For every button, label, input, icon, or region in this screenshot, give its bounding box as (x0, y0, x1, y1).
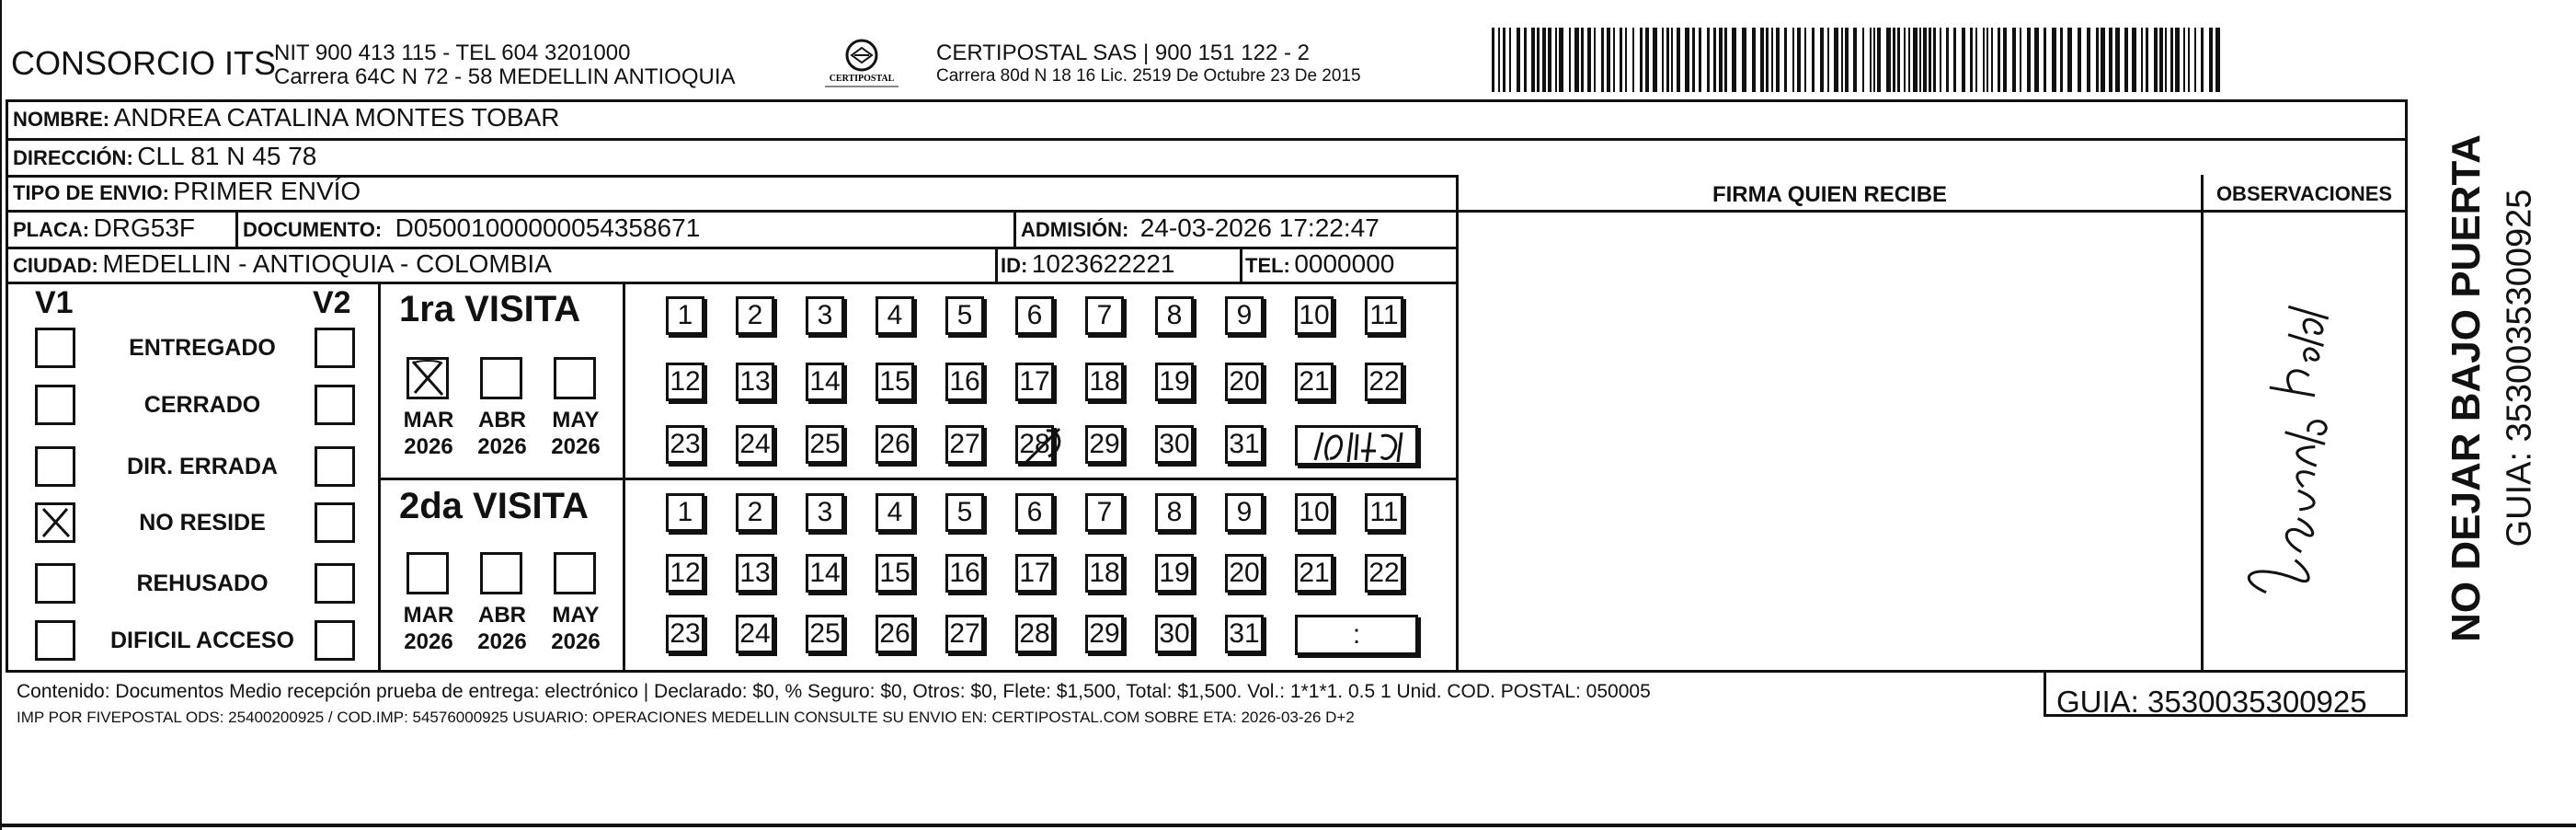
shipment-type: PRIMER ENVÍO (173, 177, 361, 205)
barcode-bar (1933, 28, 1936, 92)
second-visit-day-12[interactable]: 12 (666, 554, 704, 593)
second-visit-day-5[interactable]: 5 (945, 493, 984, 532)
barcode-bar (1653, 28, 1657, 92)
barcode-bar (1732, 28, 1736, 92)
first-visit-day-4[interactable]: 4 (876, 296, 914, 335)
second-visit-day-3[interactable]: 3 (806, 493, 844, 532)
barcode-bar (1946, 28, 1949, 92)
logo-wordmark: CERTIPOSTAL (829, 74, 895, 84)
second-visit-day-15[interactable]: 15 (876, 554, 914, 593)
id-value: 1023622221 (1031, 249, 1175, 278)
first-visit-day-31[interactable]: 31 (1225, 425, 1264, 464)
tel-value: 0000000 (1294, 249, 1395, 278)
second-visit-month-checkbox-abr[interactable] (480, 552, 522, 594)
barcode-bar (1897, 28, 1900, 92)
barcode-bar (1685, 28, 1689, 92)
barcode-bar (1919, 28, 1921, 92)
month-name: ABR (478, 408, 526, 432)
first-visit-day-10[interactable]: 10 (1295, 296, 1334, 335)
barcode-bar (1724, 28, 1727, 92)
first-visit-day-25[interactable]: 25 (806, 425, 844, 464)
barcode-bar (1953, 28, 1956, 92)
barcode-bar (1581, 28, 1584, 92)
first-visit-day-2[interactable]: 2 (736, 296, 774, 335)
barcode-bar (1913, 28, 1918, 92)
barcode-bar (2209, 28, 2213, 92)
first-visit-day-12[interactable]: 12 (666, 363, 704, 401)
barcode-bar (1548, 28, 1551, 92)
v2-checkbox-2[interactable] (315, 385, 355, 425)
month-year: 2026 (404, 434, 453, 459)
barcode (1492, 28, 2227, 92)
second-visit-day-6[interactable]: 6 (1015, 493, 1054, 532)
second-visit-day-30[interactable]: 30 (1155, 615, 1194, 653)
document-label: DOCUMENTO: (243, 218, 383, 241)
second-visit-day-16[interactable]: 16 (945, 554, 984, 593)
barcode-bar (1559, 28, 1563, 92)
first-visit-day-1[interactable]: 1 (666, 296, 704, 335)
barcode-bar (2175, 28, 2180, 92)
first-visit-day-5[interactable]: 5 (945, 296, 984, 335)
second-visit-month-checkbox-mar[interactable] (406, 552, 449, 594)
first-visit-day-7[interactable]: 7 (1085, 296, 1124, 335)
barcode-bar (1662, 28, 1664, 92)
barcode-bar (1640, 28, 1643, 92)
barcode-bar (1827, 28, 1829, 92)
second-visit-day-19[interactable]: 19 (1155, 554, 1194, 593)
second-visit-day-10[interactable]: 10 (1295, 493, 1334, 532)
type-label: TIPO DE ENVIO: (13, 181, 169, 204)
month-year: 2026 (477, 434, 527, 459)
second-visit-day-29[interactable]: 29 (1085, 615, 1124, 653)
company-address: Carrera 64C N 72 - 58 MEDELLIN ANTIOQUIA (274, 64, 736, 89)
barcode-bar (1908, 28, 1910, 92)
barcode-bar (2124, 28, 2128, 92)
barcode-bar (1503, 28, 1506, 92)
barcode-bar (1607, 28, 1610, 92)
second-visit-day-13[interactable]: 13 (736, 554, 774, 593)
certipostal-logo (811, 37, 912, 92)
barcode-bar (1707, 28, 1710, 92)
barcode-bar (2060, 28, 2063, 92)
barcode-bar (1601, 28, 1604, 92)
barcode-bar (1613, 28, 1615, 92)
barcode-bar (1625, 28, 1627, 92)
status-label-3: DIR. ERRADA (127, 454, 278, 479)
barcode-bar (2027, 28, 2031, 92)
v2-checkbox-5[interactable] (315, 563, 355, 604)
v1-checkbox-5[interactable] (35, 563, 75, 604)
barcode-bar (1841, 28, 1843, 92)
admission-value: 24-03-2026 17:22:47 (1139, 213, 1380, 242)
barcode-bar (1940, 28, 1941, 92)
barcode-bar (1498, 28, 1500, 92)
barcode-bar (1784, 28, 1787, 92)
recipient-address: CLL 81 N 45 78 (137, 142, 317, 170)
barcode-bar (1677, 28, 1680, 92)
barcode-bar (2201, 28, 2204, 92)
second-visit-day-11[interactable]: 11 (1365, 493, 1403, 532)
company-nit: NIT 900 413 115 - TEL 604 3201000 (274, 40, 631, 65)
first-visit-day-14[interactable]: 14 (806, 363, 844, 401)
first-visit-label: 1ra VISITA (399, 289, 581, 329)
status-label-5: REHUSADO (136, 571, 269, 596)
barcode-bar (2034, 28, 2039, 92)
first-visit-month-checkbox-may[interactable] (554, 357, 596, 399)
barcode-bar (1645, 28, 1649, 92)
plate-label: PLACA: (13, 218, 90, 241)
id-label: ID: (1001, 254, 1028, 277)
barcode-bar (1594, 28, 1596, 92)
id-field (1001, 249, 1175, 279)
barcode-bar (2170, 28, 2173, 92)
v1-checkbox-4[interactable] (35, 502, 75, 543)
barcode-bar (2115, 28, 2120, 92)
first-visit-day-30[interactable]: 30 (1155, 425, 1194, 464)
barcode-bar (1719, 28, 1723, 92)
first-visit-day-3[interactable]: 3 (806, 296, 844, 335)
second-visit-day-17[interactable]: 17 (1015, 554, 1054, 593)
month-name: MAR (403, 603, 454, 628)
second-visit-day-22[interactable]: 22 (1365, 554, 1403, 593)
second-visit-day-25[interactable]: 25 (806, 615, 844, 653)
first-visit-day-28[interactable]: 28 (1015, 425, 1054, 464)
second-visit-day-1[interactable]: 1 (666, 493, 704, 532)
first-visit-day-9[interactable]: 9 (1225, 296, 1264, 335)
footer-print-info: IMP POR FIVEPOSTAL ODS: 25400200925 / COD.IMP: 54576000925 USUARIO: OPERACIONES MEDELLIN CONSULTE SU ENVIO EN: CERTIPOSTAL.COM SOBRE ETA: 2026-03-26 D+2 (17, 709, 1355, 726)
barcode-bar (1671, 28, 1673, 92)
handwritten-observation (2226, 239, 2400, 626)
month-name: MAR (403, 408, 454, 432)
barcode-bar (2109, 28, 2112, 92)
barcode-bar (2101, 28, 2105, 92)
first-visit-day-22[interactable]: 22 (1365, 363, 1403, 401)
second-visit-day-8[interactable]: 8 (1155, 493, 1194, 532)
v2-checkbox-1[interactable] (315, 328, 355, 368)
footer-guide: GUIA: 3530035300925 (2056, 685, 2367, 719)
side-warning: NO DEJAR BAJO PUERTA (2444, 134, 2489, 642)
address-row (13, 142, 316, 171)
barcode-bar (2096, 28, 2099, 92)
barcode-bar (2146, 28, 2148, 92)
name-label: NOMBRE: (13, 108, 110, 131)
observations-header: OBSERVACIONES (2215, 182, 2393, 205)
name-row (13, 103, 560, 133)
v2-checkbox-6[interactable] (315, 620, 355, 661)
second-visit-day-23[interactable]: 23 (666, 615, 704, 653)
barcode-bar (1877, 28, 1881, 92)
barcode-bar (1587, 28, 1591, 92)
second-visit-day-31[interactable]: 31 (1225, 615, 1264, 653)
barcode-bar (1797, 28, 1801, 92)
plate-field (13, 213, 195, 243)
month-year: 2026 (477, 629, 527, 654)
second-visit-label: 2da VISITA (399, 486, 589, 526)
company-name: CONSORCIO ITS (11, 44, 277, 82)
first-visit-day-11[interactable]: 11 (1365, 296, 1403, 335)
barcode-bar (1760, 28, 1764, 92)
first-visit-day-21[interactable]: 21 (1295, 363, 1334, 401)
first-visit-month-label-abr (471, 407, 533, 460)
barcode-bar (2159, 28, 2163, 92)
month-name: MAY (552, 408, 600, 432)
barcode-bar (1929, 28, 1931, 92)
second-visit-day-21[interactable]: 21 (1295, 554, 1334, 593)
barcode-bar (1569, 28, 1571, 92)
barcode-bar (2132, 28, 2136, 92)
barcode-bar (1904, 28, 1906, 92)
barcode-bar (1893, 28, 1895, 92)
barcode-bar (2165, 28, 2167, 92)
second-visit-day-20[interactable]: 20 (1225, 554, 1264, 593)
second-visit-day-18[interactable]: 18 (1085, 554, 1124, 593)
barcode-bar (2067, 28, 2072, 92)
barcode-bar (1555, 28, 1557, 92)
barcode-bar (1752, 28, 1756, 92)
first-visit-day-6[interactable]: 6 (1015, 296, 1054, 335)
v1-checkbox-6[interactable] (35, 620, 75, 661)
month-year: 2026 (551, 434, 601, 459)
barcode-bar (1862, 28, 1864, 92)
v2-checkbox-3[interactable] (315, 446, 355, 487)
barcode-bar (1771, 28, 1773, 92)
barcode-bar (1923, 28, 1927, 92)
second-visit-day-14[interactable]: 14 (806, 554, 844, 593)
admission-field (1021, 213, 1380, 243)
first-visit-day-27[interactable]: 27 (945, 425, 984, 464)
second-visit-day-4[interactable]: 4 (876, 493, 914, 532)
barcode-bar (2012, 28, 2016, 92)
first-visit-day-15[interactable]: 15 (876, 363, 914, 401)
barcode-bar (2003, 28, 2007, 92)
tel-label: TEL: (1245, 254, 1290, 277)
barcode-bar (1983, 28, 1985, 92)
v1-checkbox-2[interactable] (35, 385, 75, 425)
barcode-bar (1699, 28, 1701, 92)
second-visit-month-label-may (544, 602, 607, 655)
barcode-bar (1975, 28, 1977, 92)
v2-checkbox-4[interactable] (315, 502, 355, 543)
plate-value: DRG53F (93, 213, 196, 242)
barcode-bar (2215, 28, 2220, 92)
barcode-bar (1517, 28, 1520, 92)
first-visit-day-20[interactable]: 20 (1225, 363, 1264, 401)
second-visit-time-box[interactable]: : (1295, 615, 1418, 655)
second-visit-day-9[interactable]: 9 (1225, 493, 1264, 532)
barcode-bar (1991, 28, 1993, 92)
barcode-bar (2052, 28, 2056, 92)
barcode-bar (1873, 28, 1875, 92)
barcode-bar (2044, 28, 2046, 92)
barcode-bar (1742, 28, 1746, 92)
month-year: 2026 (551, 629, 601, 654)
status-label-2: CERRADO (143, 392, 261, 418)
second-visit-month-label-abr (471, 602, 533, 655)
document-value: D05001000000054358671 (395, 213, 701, 242)
city-label: CIUDAD: (13, 254, 98, 277)
city-value: MEDELLIN - ANTIOQUIA - COLOMBIA (102, 249, 552, 278)
first-visit-month-checkbox-abr[interactable] (480, 357, 522, 399)
month-name: ABR (478, 603, 526, 628)
barcode-bar (1886, 28, 1891, 92)
barcode-bar (1524, 28, 1527, 92)
barcode-bar (1870, 28, 1872, 92)
city-field (13, 249, 552, 279)
first-visit-month-label-may (544, 407, 607, 460)
tel-field (1245, 249, 1394, 279)
barcode-bar (2087, 28, 2090, 92)
barcode-bar (1632, 28, 1634, 92)
first-visit-month-label-mar (397, 407, 460, 460)
first-visit-day-8[interactable]: 8 (1155, 296, 1194, 335)
barcode-bar (1531, 28, 1535, 92)
carrier-address: Carrera 80d N 18 16 Lic. 2519 De Octubre 23 De 2015 (936, 66, 1361, 86)
second-visit-day-24[interactable]: 24 (736, 615, 774, 653)
barcode-bar (1766, 28, 1769, 92)
first-visit-day-26[interactable]: 26 (876, 425, 914, 464)
second-visit-day-2[interactable]: 2 (736, 493, 774, 532)
v1-checkbox-3[interactable] (35, 446, 75, 487)
barcode-bar (1812, 28, 1815, 92)
barcode-bar (1542, 28, 1546, 92)
barcode-bar (1792, 28, 1794, 92)
status-label-6: DIFICIL ACCESO (109, 628, 294, 653)
status-label-4: NO RESIDE (139, 510, 266, 536)
second-visit-month-label-mar (397, 602, 460, 655)
barcode-bar (1574, 28, 1579, 92)
type-row (13, 177, 361, 206)
barcode-bar (1834, 28, 1838, 92)
barcode-bar (1492, 28, 1494, 92)
barcode-bar (1970, 28, 1973, 92)
document-field (243, 213, 700, 243)
barcode-bar (1845, 28, 1849, 92)
status-label-1: ENTREGADO (129, 335, 276, 361)
side-guide: GUIA: 3530035300925 (2500, 189, 2539, 548)
barcode-bar (2194, 28, 2196, 92)
first-visit-day-29[interactable]: 29 (1085, 425, 1124, 464)
barcode-bar (1804, 28, 1806, 92)
barcode-bar (1692, 28, 1695, 92)
second-visit-day-27[interactable]: 27 (945, 615, 984, 653)
second-visit-day-26[interactable]: 26 (876, 615, 914, 653)
barcode-bar (2141, 28, 2143, 92)
barcode-bar (1620, 28, 1622, 92)
first-visit-day-19[interactable]: 19 (1155, 363, 1194, 401)
visit-time-scribble (1302, 423, 1416, 469)
admission-label: ADMISIÓN: (1021, 218, 1129, 241)
barcode-bar (1776, 28, 1780, 92)
v1-checkbox-1[interactable] (35, 328, 75, 368)
barcode-bar (1509, 28, 1511, 92)
first-visit-day-16[interactable]: 16 (945, 363, 984, 401)
day-28-cross-mark (1019, 423, 1070, 471)
v1-label: V1 (35, 285, 74, 320)
first-visit-day-17[interactable]: 17 (1015, 363, 1054, 401)
footer-contents: Contenido: Documentos Medio recepción prueba de entrega: electrónico | Declarado: $0, % Seguro: $0, Otros: $0, Flete: $1,500, Total: $1,500. Vol.: 1*1*1. 0.5 1 Unid. COD. POSTAL: 050005 (17, 681, 1651, 702)
barcode-bar (2154, 28, 2158, 92)
first-visit-day-13[interactable]: 13 (736, 363, 774, 401)
month-name: MAY (552, 603, 600, 628)
barcode-bar (1853, 28, 1857, 92)
first-visit-day-23[interactable]: 23 (666, 425, 704, 464)
barcode-bar (2020, 28, 2021, 92)
first-visit-month-checkbox-mar[interactable] (406, 357, 449, 399)
second-visit-day-28[interactable]: 28 (1015, 615, 1054, 653)
recipient-name: ANDREA CATALINA MONTES TOBAR (113, 103, 560, 132)
month-year: 2026 (404, 629, 453, 654)
barcode-bar (1962, 28, 1965, 92)
carrier-name: CERTIPOSTAL SAS | 900 151 122 - 2 (936, 40, 1310, 65)
barcode-bar (1713, 28, 1716, 92)
barcode-bar (2188, 28, 2190, 92)
second-visit-month-checkbox-may[interactable] (554, 552, 596, 594)
signature-header: FIRMA QUIEN RECIBE (1712, 182, 1948, 207)
barcode-bar (1998, 28, 2000, 92)
barcode-bar (1666, 28, 1669, 92)
v2-label: V2 (313, 285, 351, 320)
barcode-bar (2183, 28, 2185, 92)
barcode-bar (2078, 28, 2081, 92)
first-visit-day-24[interactable]: 24 (736, 425, 774, 464)
address-label: DIRECCIÓN: (13, 146, 133, 169)
barcode-bar (1820, 28, 1824, 92)
second-visit-day-7[interactable]: 7 (1085, 493, 1124, 532)
first-visit-day-18[interactable]: 18 (1085, 363, 1124, 401)
barcode-bar (1986, 28, 1988, 92)
barcode-bar (1537, 28, 1540, 92)
